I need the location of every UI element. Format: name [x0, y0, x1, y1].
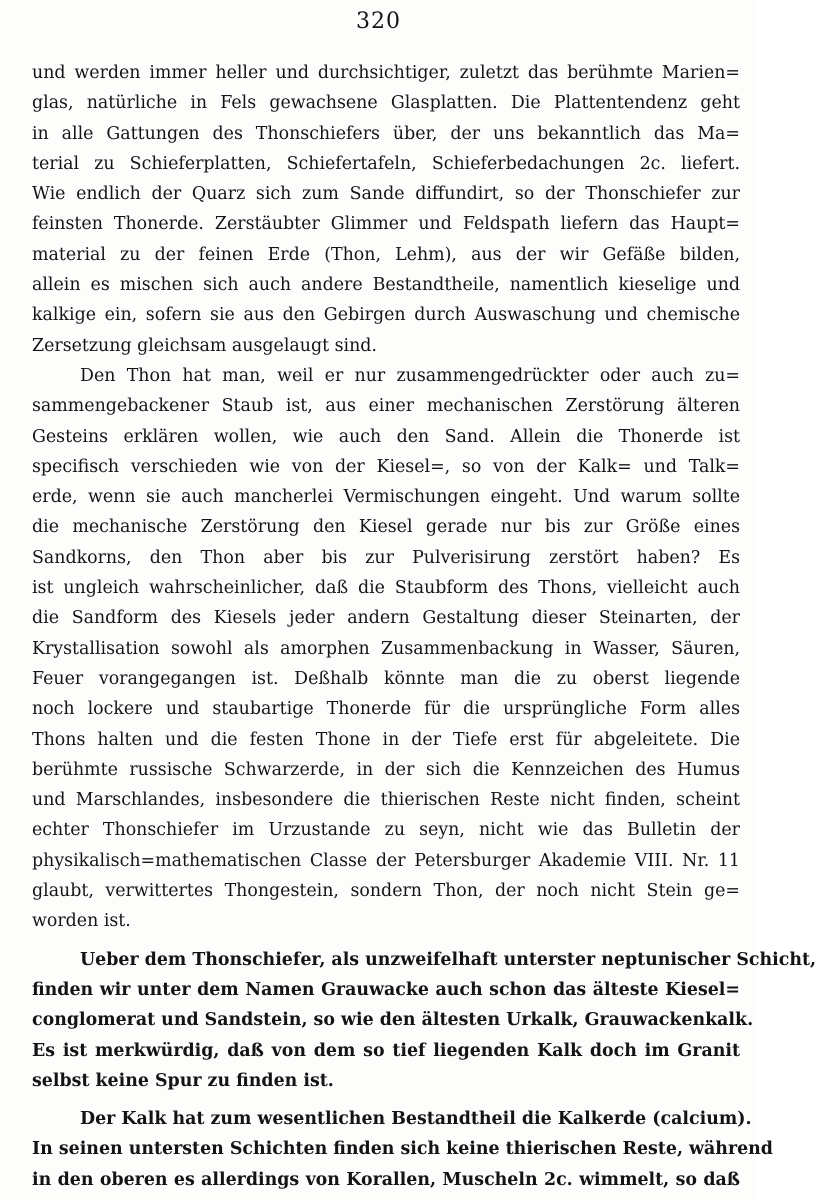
text-line: echter Thonschiefer im Urzustande zu seyn, nicht wie das Bulletin der [32, 820, 740, 841]
page-number: 320 [356, 9, 401, 34]
text-line: Den Thon hat man, weil er nur zusammengedrückter oder auch zu= [80, 365, 740, 386]
text-line: kalkige ein, sofern sie aus den Gebirgen durch Auswaschung und chemische [32, 305, 740, 326]
body-text [32, 58, 816, 1195]
text-line: Es ist merkwürdig, daß von dem so tief liegenden Kalk doch im Granit [32, 1040, 740, 1061]
text-line: Thons halten und die festen Thone in der Tiefe erst für abgeleitete. Die [32, 729, 740, 750]
text-line: in alle Gattungen des Thonschiefers über, der uns bekanntlich das Ma= [32, 123, 740, 144]
text-line: Krystallisation sowohl als amorphen Zusammenbackung in Wasser, Säuren, [32, 638, 740, 659]
text-line: die Sandform des Kiesels jeder andern Gestaltung dieser Steinarten, der [32, 608, 740, 629]
text-line: berühmte russische Schwarzerde, in der sich die Kennzeichen des Humus [32, 759, 740, 780]
text-line: finden wir unter dem Namen Grauwacke auch schon das älteste Kiesel= [32, 979, 740, 1000]
text-line: die mechanische Zerstörung den Kiesel gerade nur bis zur Größe eines [32, 517, 740, 538]
text-line: terial zu Schieferplatten, Schiefertafeln, Schieferbedachungen 2c. liefert. [32, 153, 740, 174]
text-line: noch lockere und staubartige Thonerde für die ursprüngliche Form alles [32, 699, 740, 720]
text-line: worden ist. [32, 911, 131, 932]
paragraph-4 [32, 1104, 773, 1195]
text-line: glas, natürliche in Fels gewachsene Glasplatten. Die Plattentendenz geht [32, 93, 740, 114]
text-line: Zersetzung gleichsam ausgelaugt sind. [32, 335, 377, 356]
text-line: Der Kalk hat zum wesentlichen Bestandtheil die Kalkerde (calcium). [80, 1109, 752, 1130]
text-line: und werden immer heller und durchsichtiger, zuletzt das berühmte Marien= [32, 63, 740, 83]
text-line: material zu der feinen Erde (Thon, Lehm), aus der wir Gefäße bilden, [32, 244, 740, 265]
paragraph-gap [32, 937, 740, 945]
text-line: allein es mischen sich auch andere Bestandtheile, namentlich kieselige und [32, 275, 740, 296]
paragraph-3 [32, 945, 816, 1096]
text-line: Wie endlich der Quarz sich zum Sande diffundirt, so der Thonschiefer zur [32, 184, 740, 205]
text-line: physikalisch=mathematischen Classe der Petersburger Akademie VIII. Nr. 11 [32, 850, 740, 871]
text-line: In seinen untersten Schichten finden sich keine thierischen Reste, während [32, 1139, 773, 1160]
text-line: selbst keine Spur zu finden ist. [32, 1070, 334, 1091]
paragraph-1 [32, 58, 740, 361]
paragraph-2 [32, 361, 740, 937]
text-line: Feuer vorangegangen ist. Deßhalb könnte man die zu oberst liegende [32, 668, 740, 689]
text-line: Gesteins erklären wollen, wie auch den Sand. Allein die Thonerde ist [32, 426, 740, 447]
text-line: conglomerat und Sandstein, so wie den ältesten Urkalk, Grauwackenkalk. [32, 1010, 754, 1031]
paragraph-gap [32, 1096, 740, 1104]
text-line: feinsten Thonerde. Zerstäubter Glimmer und Feldspath liefern das Haupt= [32, 214, 740, 235]
text-line: specifisch verschieden wie von der Kiesel=, so von der Kalk= und Talk= [32, 456, 740, 477]
text-line: Ueber dem Thonschiefer, als unzweifelhaft unterster neptunischer Schicht, [80, 949, 816, 970]
text-line: sammengebackener Staub ist, aus einer mechanischen Zerstörung älteren [32, 396, 740, 417]
text-line: und Marschlandes, insbesondere die thierischen Reste nicht finden, scheint [32, 790, 740, 811]
text-line: erde, wenn sie auch mancherlei Vermischungen eingeht. Und warum sollte [32, 487, 740, 508]
text-line: Sandkorns, den Thon aber bis zur Pulverisirung zerstört haben? Es [32, 547, 740, 568]
text-line: in den oberen es allerdings von Korallen, Muscheln 2c. wimmelt, so daß [32, 1169, 740, 1190]
text-line: glaubt, verwittertes Thongestein, sondern Thon, der noch nicht Stein ge= [32, 881, 740, 902]
text-line: ist ungleich wahrscheinlicher, daß die Staubform des Thons, vielleicht auch [32, 578, 740, 599]
